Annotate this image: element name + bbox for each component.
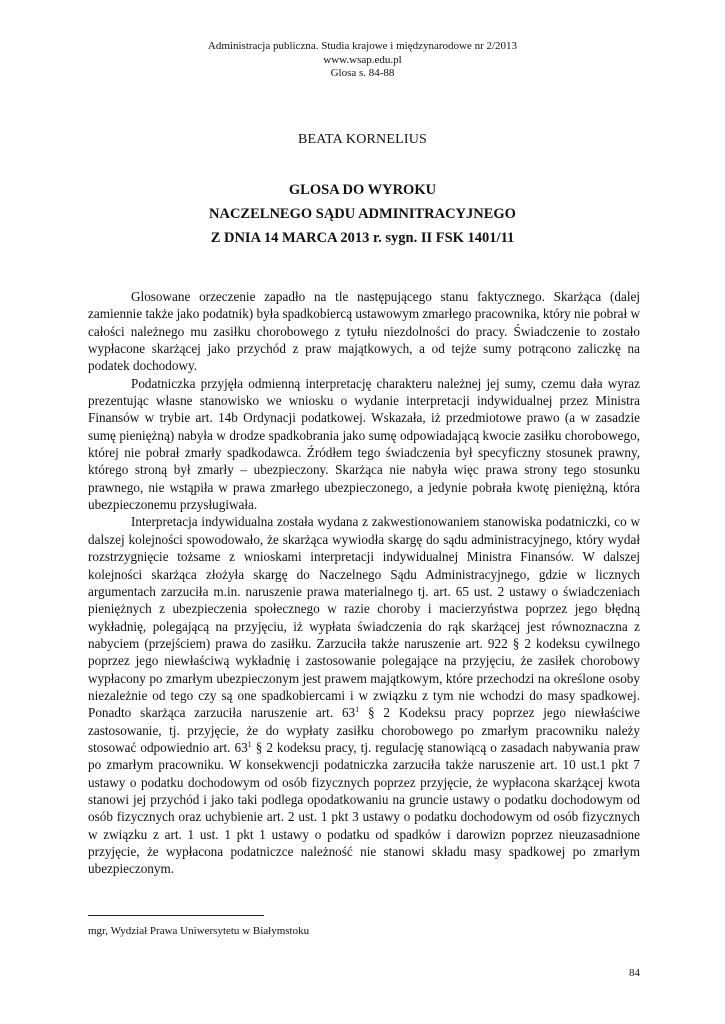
article-body: [88, 288, 640, 878]
page-number: 84: [629, 967, 640, 979]
article-title: [0, 178, 725, 250]
footnote: mgr, Wydział Prawa Uniwersytetu w Białymstoku: [88, 925, 310, 937]
title-line-2: NACZELNEGO SĄDU ADMINITRACYJNEGO: [209, 206, 516, 222]
title-line-3: Z DNIA 14 MARCA 2013 r. sygn. II FSK 1401/11: [210, 230, 515, 246]
title-line-1: GLOSA DO WYROKU: [288, 182, 437, 198]
paragraph-3-part-b: § 2 Kodeksu pracy poprzez jego niewłaściwe zastosowanie, tj. przyjęcie, że do wypłaty zasiłku chorobowego po zmarłym pracowniku należy stosować odpowiednio art. 63: [88, 705, 640, 755]
footnote-divider: [88, 915, 264, 916]
article-pages: Glosa s. 84-88: [330, 67, 395, 79]
paragraph-3: [88, 513, 640, 877]
journal-title: Administracja publiczna. Studia krajowe i międzynarodowe nr 2/2013: [207, 40, 518, 52]
paragraph-3-part-c: § 2 kodeksu pracy, tj. regulację stanowiącą o zasadach nabywania praw po zmarłym pracowniku. W konsekwencji podatniczka zarzuciła także naruszenie art. 10 ust.1 pkt 7 ustawy o podatku dochodowym od osób fizycznych poprzez przyjęcie, że wypłacona skarżącej kwota stanowi jej przychód i jako taki podlega opodatkowaniu na gruncie ustawy o podatku dochodowym od osób fizycznych oraz uchybienie art. 2 ust. 1 pkt 3 ustawy o podatku dochodowym od osób fizycznych w związku z art. 1 ust. 1 pkt 1 ustawy o podatku od spadków i darowizn poprzez nieuzasadnione przyjęcie, że wypłacona podatniczce należność nie stanowi składu masy spadkowej po zmarłym ubezpieczonym.: [88, 739, 640, 877]
paragraph-1: Glosowane orzeczenie zapadło na tle następującego stanu faktycznego. Skarżąca (dalej zamiennie także jako podatnik) była spadkobiercą ustawowym zmarłego pracownika, który nie pobrał w całości należnego mu zasiłku chorobowego z tytułu niezdolności do pracy. Świadczenie to zostało wypłacone skarżącej jako przychód z praw majątkowych, a od tejże sumy potrącono zaliczkę na podatek dochodowy.: [88, 289, 640, 374]
superscript-2: 1: [247, 739, 252, 749]
paragraph-2: Podatniczka przyjęła odmienną interpretację charakteru należnej jej sumy, czemu dała wyraz prezentując własne stanowisko we wniosku o wydanie interpretacji indywidualnej przez Ministra Finansów w trybie art. 14b Ordynacji podatkowej. Wskazała, iż przedmiotowe prawo (a w zasadzie sumę pieniężną) nabyła w drodze spadkobrania jako sumę odpowiadającą kwocie zasiłku chorobowego, której nie pobrał zmarły spadkodawca. Źródłem tego świadczenia był specyficzny stosunek prawny, którego stroną był zmarły – ubezpieczony. Skarżąca nie nabyła więc prawa strony tego stosunku prawnego, nie wstąpiła w prawa zmarłego ubezpieczonego, a jedynie pobrała kwotę pieniężną, która ubezpieczonemu przysługiwała.: [88, 375, 640, 513]
journal-header: [0, 40, 725, 81]
superscript-1: 1: [355, 705, 360, 715]
journal-url: www.wsap.edu.pl: [323, 53, 402, 66]
author-name: BEATA KORNELIUS: [297, 132, 428, 147]
paragraph-3-part-a: Interpretacja indywidualna została wydana z zakwestionowaniem stanowiska podatniczki, co w dalszej kolejności spowodowało, że skarżąca wywiodła skargę do sądu administracyjnego, który wydał rozstrzygnięcie tożsame z wnioskami interpretacji indywidualnej Ministra Finansów. W dalszej kolejności skarżąca złożyła skargę do Naczelnego Sądu Administracyjnego, gdzie w licznych argumentach zarzuciła m.in. naruszenie prawa materialnego tj. art. 65 ust. 2 ustawy o świadczeniach pieniężnych z ubezpieczenia społecznego w razie choroby i macierzyństwa poprzez jego błędną wykładnię, polegającą na przyjęciu, iż wypłata świadczenia do rąk skarżącej jest równoznaczna z nabyciem (przejściem) prawa do zasiłku. Zarzuciła także naruszenie art. 922 § 2 kodeksu cywilnego poprzez jego niewłaściwą wykładnię i zastosowanie polegające na przyjęciu, że zasiłek chorobowy wypłacony po zmarłym ubezpieczonym jest prawem majątkowym, które przechodzi na określone osoby niezależnie od tego czy są one spadkobiercami i w związku z tym nie wchodzi do masy spadkowej. Ponadto skarżąca zarzuciła naruszenie art. 63: [88, 514, 640, 721]
